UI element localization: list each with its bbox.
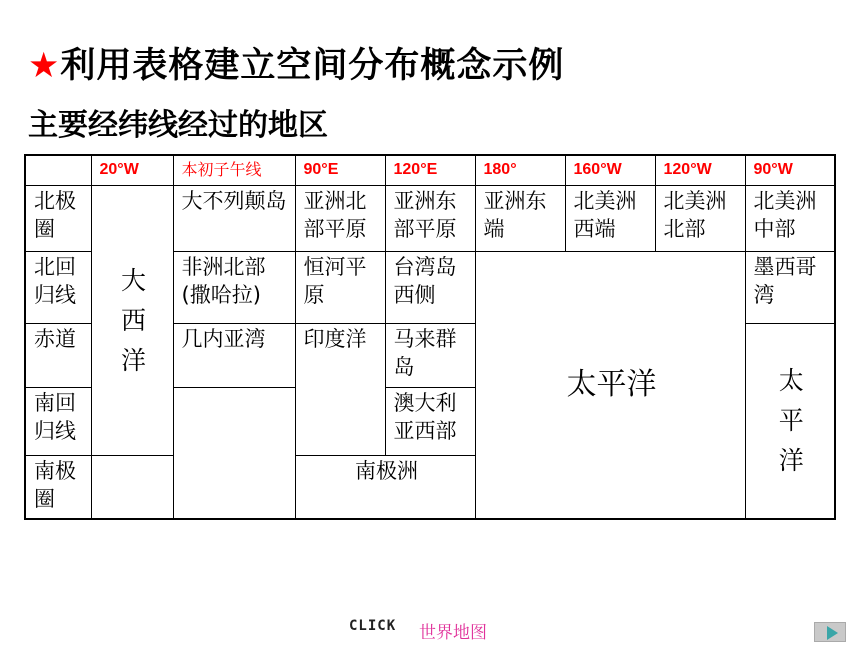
- cell-cancer-90e: 恒河平原: [295, 251, 385, 323]
- pacific-ocean-label: 太平洋: [566, 367, 657, 403]
- cell-antarctic-20w-empty: [91, 455, 173, 519]
- cell-cancer-90w: 墨西哥湾: [745, 251, 835, 323]
- click-label: CLICK: [349, 618, 397, 634]
- cell-capricorn-prime-empty: [173, 387, 295, 519]
- header-prime-meridian: 本初子午线: [173, 155, 295, 185]
- title-text: 利用表格建立空间分布概念示例: [60, 46, 565, 86]
- header-20w: 20°W: [91, 155, 173, 185]
- cell-capricorn-120e: 澳大利亚西部: [385, 387, 475, 455]
- cell-arctic-120e: 亚洲东部平原: [385, 185, 475, 251]
- world-map-link[interactable]: 世界地图: [419, 623, 487, 643]
- cell-arctic-160w: 北美洲西端: [565, 185, 655, 251]
- cell-arctic-120w: 北美洲北部: [655, 185, 745, 251]
- header-cell-empty: [25, 155, 91, 185]
- page-title: [28, 38, 564, 88]
- cell-cancer-120e: 台湾岛西侧: [385, 251, 475, 323]
- cell-arctic-90e: 亚洲北部平原: [295, 185, 385, 251]
- header-90e: 90°E: [295, 155, 385, 185]
- pacific-ocean-cell: [475, 251, 745, 519]
- play-arrow-icon: [827, 626, 838, 640]
- row-arctic-circle: [25, 185, 835, 251]
- row-label-tropic-of-cancer: 北回归线: [25, 251, 91, 323]
- atlantic-ocean-label: 大西洋: [121, 265, 147, 375]
- latitude-longitude-table: [24, 154, 836, 520]
- header-90w: 90°W: [745, 155, 835, 185]
- row-label-tropic-of-capricorn: 南回归线: [25, 387, 91, 455]
- row-label-equator: 赤道: [25, 323, 91, 387]
- row-label-arctic-circle: 北极圈: [25, 185, 91, 251]
- next-slide-button[interactable]: [814, 622, 846, 642]
- row-label-antarctic-circle: 南极圈: [25, 455, 91, 519]
- cell-arctic-90w: 北美洲中部: [745, 185, 835, 251]
- cell-equator-90e: 印度洋: [295, 323, 385, 455]
- cell-equator-120e: 马来群岛: [385, 323, 475, 387]
- pacific-east-cell: [745, 323, 835, 519]
- header-row: [25, 155, 835, 185]
- cell-equator-prime: 几内亚湾: [173, 323, 295, 387]
- header-180: 180°: [475, 155, 565, 185]
- header-120e: 120°E: [385, 155, 475, 185]
- pacific-east-label: 太平洋: [778, 366, 804, 476]
- cell-arctic-prime: 大不列颠岛: [173, 185, 295, 251]
- cell-cancer-prime: 非洲北部(撒哈拉): [173, 251, 295, 323]
- header-120w: 120°W: [655, 155, 745, 185]
- header-160w: 160°W: [565, 155, 655, 185]
- section-subtitle: 主要经纬线经过的地区: [28, 108, 328, 143]
- cell-antarctica: 南极洲: [295, 455, 475, 519]
- atlantic-ocean-cell: [91, 185, 173, 455]
- cell-arctic-180: 亚洲东端: [475, 185, 565, 251]
- star-icon: ★: [28, 46, 61, 86]
